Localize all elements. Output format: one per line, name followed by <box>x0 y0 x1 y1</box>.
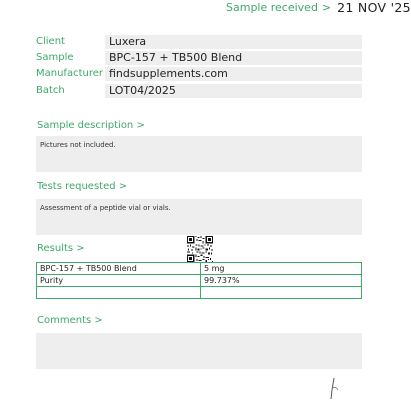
info-row-manufacturer <box>36 67 362 81</box>
qr-code-icon <box>187 236 213 262</box>
table-row <box>37 275 362 287</box>
sample-received-label: Sample received <box>226 0 318 14</box>
comments-box <box>36 333 362 369</box>
tests-requested-title: Tests requested > <box>37 181 128 192</box>
sample-received-date: 21 NOV '25 <box>337 0 411 15</box>
results-table <box>36 262 362 299</box>
result-analyte-cell <box>37 287 201 299</box>
signature-mark <box>318 376 348 400</box>
table-row <box>37 263 362 275</box>
info-row-client <box>36 35 362 49</box>
sample-description-title: Sample description > <box>37 120 145 131</box>
batch-label: Batch <box>36 85 65 96</box>
results-title: Results > <box>37 243 85 254</box>
sample-received-arrow: > <box>321 0 332 14</box>
result-value-cell: 5 mg <box>201 263 362 275</box>
client-label: Client <box>36 36 65 47</box>
sample-description-box <box>36 136 362 172</box>
info-row-sample <box>36 51 362 65</box>
manufacturer-label: Manufacturer <box>36 68 103 79</box>
sample-label: Sample <box>36 52 74 63</box>
result-value-cell <box>201 287 362 299</box>
batch-value: LOT04/2025 <box>105 84 362 98</box>
result-analyte-cell: Purity <box>37 275 201 287</box>
sample-value: BPC-157 + TB500 Blend <box>105 51 362 65</box>
manufacturer-value: findsupplements.com <box>105 67 362 81</box>
tests-requested-box <box>36 199 362 235</box>
comments-title: Comments > <box>37 315 103 326</box>
client-value: Luxera <box>105 35 362 49</box>
sample-received-header <box>226 0 411 14</box>
info-row-batch <box>36 84 362 98</box>
result-analyte-cell: BPC-157 + TB500 Blend <box>37 263 201 275</box>
sample-description-text: Pictures not included. <box>40 141 116 149</box>
table-row <box>37 287 362 299</box>
result-value-cell: 99.737% <box>201 275 362 287</box>
tests-requested-text: Assessment of a peptide vial or vials. <box>40 204 171 212</box>
